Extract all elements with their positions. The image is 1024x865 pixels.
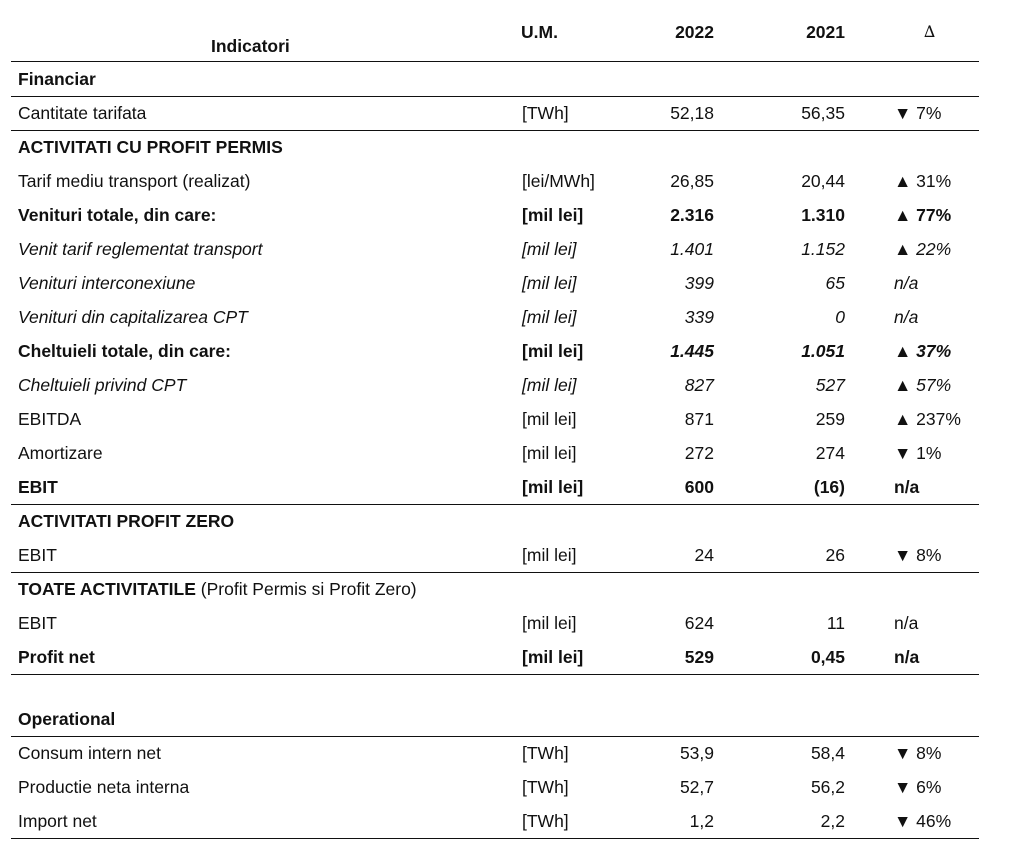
unit-cell: [mil lei] bbox=[522, 273, 577, 293]
delta-cell: ▼ 8% bbox=[894, 743, 942, 763]
header-year-2022: 2022 bbox=[675, 22, 714, 42]
indicator-label: Venituri totale, din care: bbox=[18, 205, 217, 225]
table-row bbox=[11, 301, 979, 334]
row-divider bbox=[11, 838, 979, 839]
header-divider bbox=[11, 61, 979, 62]
value-2022-cell: 1,2 bbox=[689, 811, 714, 831]
indicator-label: Tarif mediu transport (realizat) bbox=[18, 171, 251, 191]
value-2022-cell: 52,7 bbox=[679, 777, 714, 797]
indicator-label: Venit tarif reglementat transport bbox=[18, 239, 263, 259]
delta-cell: ▼ 8% bbox=[894, 545, 942, 565]
value-2022-cell: 827 bbox=[684, 375, 714, 395]
value-2022-cell: 26,85 bbox=[670, 171, 714, 191]
table-row bbox=[11, 233, 979, 266]
value-2021-cell: 2,2 bbox=[820, 811, 845, 831]
section-header bbox=[11, 505, 979, 538]
table-row bbox=[11, 607, 979, 640]
section-header bbox=[11, 63, 979, 96]
unit-cell: [mil lei] bbox=[522, 205, 584, 225]
table-header bbox=[11, 0, 979, 60]
value-2022-cell: 24 bbox=[694, 545, 714, 565]
value-2021-cell: 259 bbox=[815, 409, 845, 429]
value-2022-cell: 624 bbox=[684, 613, 714, 633]
indicator-label: TOATE ACTIVITATILE bbox=[18, 579, 196, 599]
table-row bbox=[11, 97, 979, 130]
indicator-label: Venituri interconexiune bbox=[18, 273, 196, 293]
value-2022-cell: 53,9 bbox=[679, 743, 714, 763]
table-row bbox=[11, 737, 979, 770]
value-2021-cell: 1.051 bbox=[801, 341, 845, 361]
unit-cell: [TWh] bbox=[522, 777, 569, 797]
row-divider bbox=[11, 674, 979, 675]
section-header bbox=[11, 703, 979, 736]
value-2021-cell: (16) bbox=[813, 477, 845, 497]
delta-cell: ▲ 77% bbox=[894, 205, 952, 225]
unit-cell: [mil lei] bbox=[522, 307, 577, 327]
value-2021-cell: 26 bbox=[825, 545, 845, 565]
value-2022-cell: 272 bbox=[684, 443, 714, 463]
table-row bbox=[11, 199, 979, 232]
table-row bbox=[11, 267, 979, 300]
value-2022-cell: 52,18 bbox=[670, 103, 714, 123]
value-2021-cell: 274 bbox=[815, 443, 845, 463]
delta-cell: ▼ 7% bbox=[894, 103, 942, 123]
section-header bbox=[11, 573, 979, 606]
header-indicator: Indicatori bbox=[211, 36, 290, 56]
value-2022-cell: 600 bbox=[684, 477, 714, 497]
unit-cell: [mil lei] bbox=[522, 341, 584, 361]
indicator-label: Cheltuieli totale, din care: bbox=[18, 341, 231, 361]
delta-cell: ▲ 31% bbox=[894, 171, 952, 191]
indicator-label: Financiar bbox=[18, 69, 96, 89]
table-row bbox=[11, 805, 979, 838]
value-2022-cell: 2.316 bbox=[670, 205, 714, 225]
table-row bbox=[11, 471, 979, 504]
delta-cell: ▼ 6% bbox=[894, 777, 942, 797]
indicator-label: EBIT bbox=[18, 613, 57, 633]
delta-cell: ▲ 237% bbox=[894, 409, 961, 429]
indicator-label: ACTIVITATI CU PROFIT PERMIS bbox=[18, 137, 283, 157]
header-year-2021: 2021 bbox=[806, 22, 845, 42]
header-unit: U.M. bbox=[521, 22, 558, 42]
unit-cell: [lei/MWh] bbox=[522, 171, 595, 191]
value-2021-cell: 0 bbox=[835, 307, 845, 327]
indicator-label: EBITDA bbox=[18, 409, 82, 429]
indicator-label: Amortizare bbox=[18, 443, 103, 463]
indicator-cell bbox=[18, 573, 417, 606]
indicator-label: Cheltuieli privind CPT bbox=[18, 375, 187, 395]
delta-cell: n/a bbox=[894, 307, 919, 327]
table-row bbox=[11, 165, 979, 198]
unit-cell: [mil lei] bbox=[522, 545, 577, 565]
unit-cell: [mil lei] bbox=[522, 409, 577, 429]
value-2021-cell: 56,2 bbox=[810, 777, 845, 797]
delta-cell: ▼ 46% bbox=[894, 811, 952, 831]
unit-cell: [mil lei] bbox=[522, 239, 577, 259]
table-row bbox=[11, 335, 979, 368]
value-2022-cell: 529 bbox=[684, 647, 714, 667]
table-row bbox=[11, 771, 979, 804]
indicator-label: Consum intern net bbox=[18, 743, 161, 763]
delta-cell: n/a bbox=[894, 477, 920, 497]
indicator-suffix: (Profit Permis si Profit Zero) bbox=[195, 579, 417, 599]
delta-cell: ▲ 22% bbox=[894, 239, 952, 259]
table-row bbox=[11, 369, 979, 402]
value-2022-cell: 871 bbox=[684, 409, 714, 429]
table-row bbox=[11, 539, 979, 572]
indicator-label: EBIT bbox=[18, 477, 58, 497]
indicator-label: Cantitate tarifata bbox=[18, 103, 147, 123]
delta-cell: ▲ 37% bbox=[894, 341, 952, 361]
table-row bbox=[11, 437, 979, 470]
value-2021-cell: 56,35 bbox=[801, 103, 845, 123]
unit-cell: [mil lei] bbox=[522, 443, 577, 463]
delta-cell: ▲ 57% bbox=[894, 375, 952, 395]
section-header bbox=[11, 131, 979, 164]
value-2022-cell: 1.445 bbox=[670, 341, 714, 361]
value-2022-cell: 399 bbox=[684, 273, 714, 293]
value-2022-cell: 339 bbox=[684, 307, 714, 327]
value-2021-cell: 527 bbox=[815, 375, 845, 395]
unit-cell: [mil lei] bbox=[522, 613, 577, 633]
unit-cell: [TWh] bbox=[522, 103, 569, 123]
indicator-label: Operational bbox=[18, 709, 116, 729]
delta-cell: n/a bbox=[894, 613, 919, 633]
table-row bbox=[11, 403, 979, 436]
unit-cell: [mil lei] bbox=[522, 647, 584, 667]
indicator-label: EBIT bbox=[18, 545, 57, 565]
unit-cell: [mil lei] bbox=[522, 477, 584, 497]
value-2021-cell: 65 bbox=[825, 273, 845, 293]
unit-cell: [mil lei] bbox=[522, 375, 577, 395]
indicator-label: Profit net bbox=[18, 647, 95, 667]
delta-cell: n/a bbox=[894, 647, 920, 667]
table-row bbox=[11, 641, 979, 674]
unit-cell: [TWh] bbox=[522, 743, 569, 763]
indicator-label: ACTIVITATI PROFIT ZERO bbox=[18, 511, 235, 531]
indicator-label: Productie neta interna bbox=[18, 777, 190, 797]
value-2021-cell: 1.152 bbox=[801, 239, 845, 259]
value-2021-cell: 11 bbox=[826, 613, 845, 633]
value-2022-cell: 1.401 bbox=[670, 239, 714, 259]
indicator-label: Venituri din capitalizarea CPT bbox=[18, 307, 248, 327]
header-delta: ∆ bbox=[924, 22, 936, 41]
delta-cell: ▼ 1% bbox=[894, 443, 942, 463]
value-2021-cell: 20,44 bbox=[801, 171, 845, 191]
value-2021-cell: 1.310 bbox=[801, 205, 845, 225]
value-2021-cell: 58,4 bbox=[810, 743, 845, 763]
delta-cell: n/a bbox=[894, 273, 919, 293]
indicator-label: Import net bbox=[18, 811, 97, 831]
unit-cell: [TWh] bbox=[522, 811, 569, 831]
value-2021-cell: 0,45 bbox=[810, 647, 845, 667]
